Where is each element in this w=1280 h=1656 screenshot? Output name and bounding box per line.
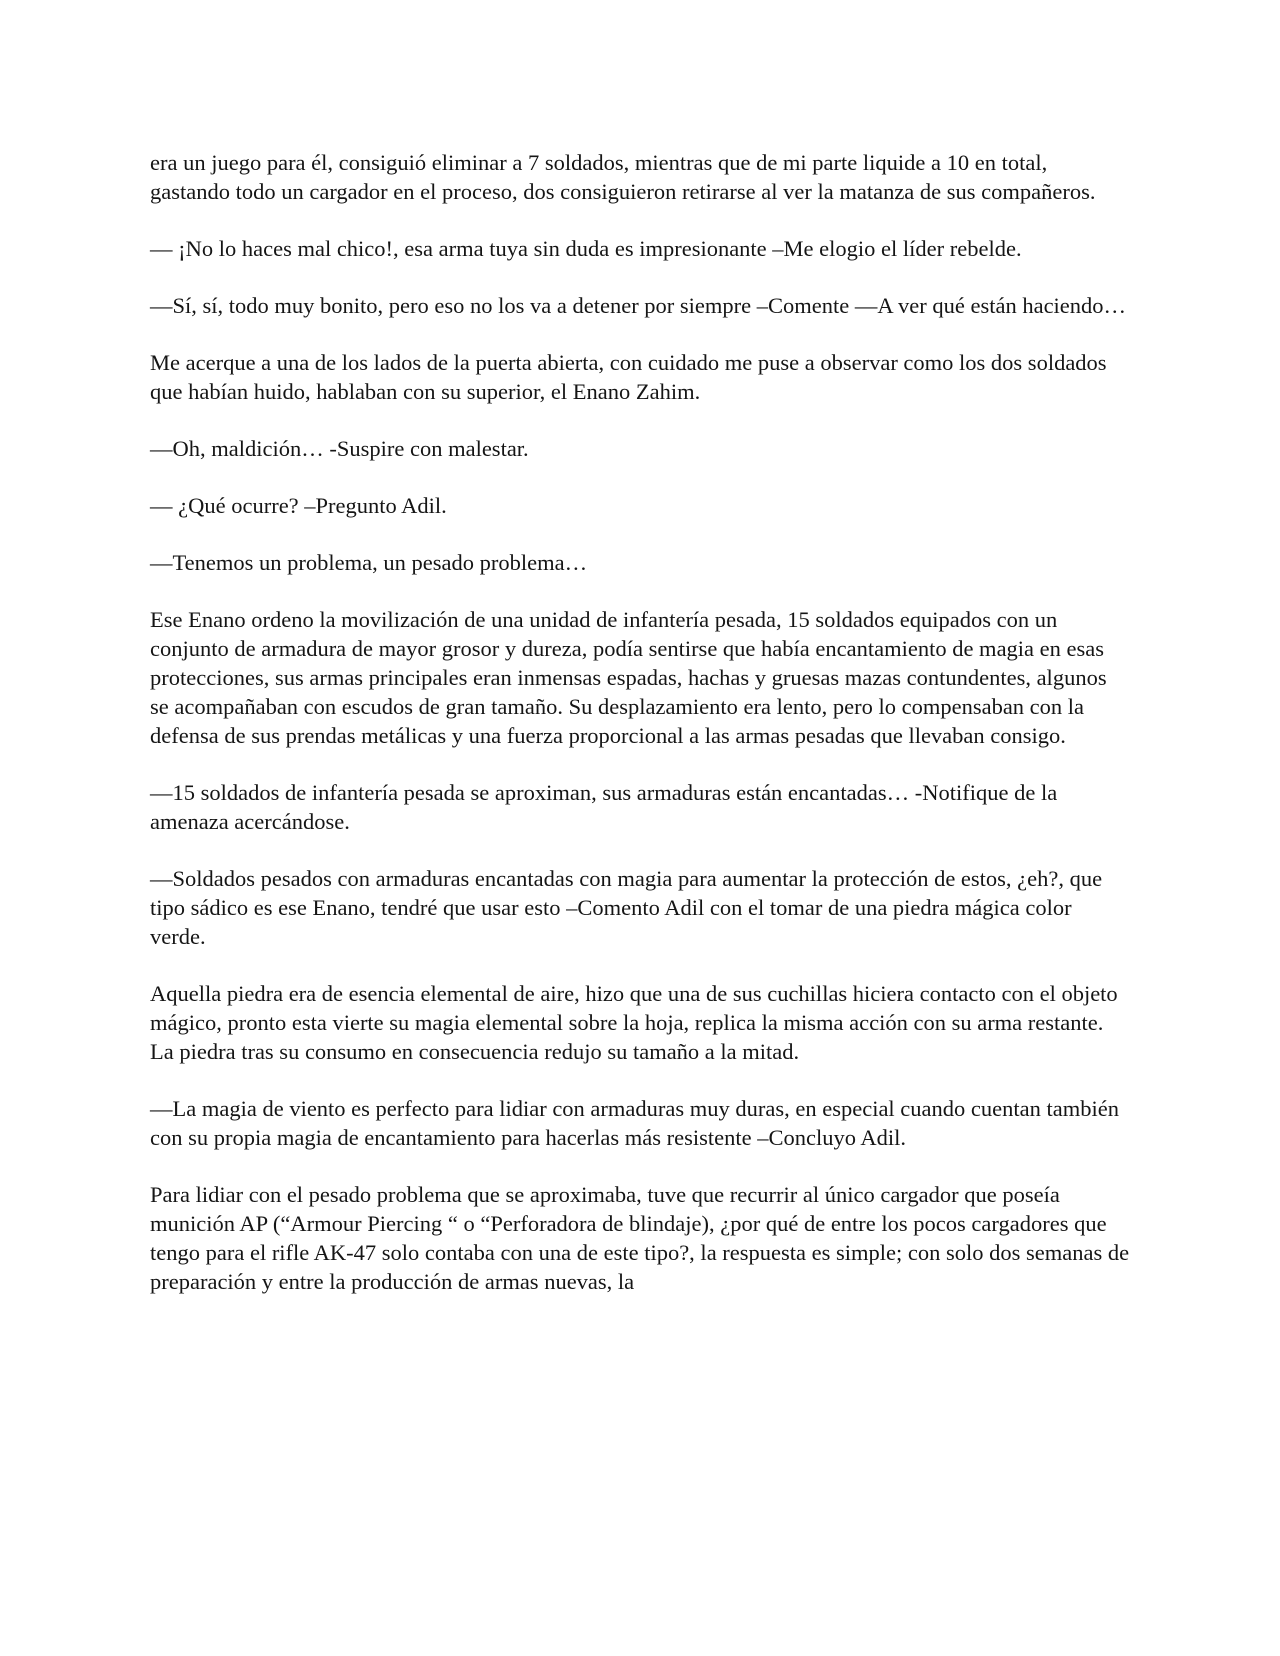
paragraph: — ¡No lo haces mal chico!, esa arma tuya sin duda es impresionante –Me elogio el líder rebelde. [150, 236, 1022, 261]
paragraph: —15 soldados de infantería pesada se aproximan, sus armaduras están encantadas… -Notifique de la amenaza acercándose. [150, 780, 1058, 834]
paragraph: era un juego para él, consiguió eliminar a 7 soldados, mientras que de mi parte liquide a 10 en total, gastando todo un cargador en el proceso, dos consiguieron retirarse al ver la matanza de sus compañeros. [150, 150, 1096, 204]
paragraph: Ese Enano ordeno la movilización de una unidad de infantería pesada, 15 soldados equipados con un conjunto de armadura de mayor grosor y dureza, podía sentirse que había encantamiento de magia en esas protecciones, sus armas principales eran inmensas espadas, hachas y gruesas mazas contundentes, algunos se acompañaban con escudos de gran tamaño. Su desplazamiento era lento, pero lo compensaban con la defensa de sus prendas metálicas y una fuerza proporcional a las armas pesadas que llevaban consigo. [150, 607, 1107, 748]
paragraph: — ¿Qué ocurre? –Pregunto Adil. [150, 493, 447, 518]
document-page [150, 148, 1130, 1296]
paragraph: Para lidiar con el pesado problema que se aproximaba, tuve que recurrir al único cargador que poseía munición AP (“Armour Piercing “ o “Perforadora de blindaje), ¿por qué de entre los pocos cargadores que tengo para el rifle AK-47 solo contaba con una de este tipo?, la respuesta es simple; con solo dos semanas de preparación y entre la producción de armas nuevas, la [150, 1182, 1130, 1294]
paragraph: Aquella piedra era de esencia elemental de aire, hizo que una de sus cuchillas hiciera contacto con el objeto mágico, pronto esta vierte su magia elemental sobre la hoja, replica la misma acción con su arma restante. La piedra tras su consumo en consecuencia redujo su tamaño a la mitad. [150, 981, 1118, 1064]
paragraph: —Oh, maldición… -Suspire con malestar. [150, 436, 529, 461]
paragraph: —Sí, sí, todo muy bonito, pero eso no los va a detener por siempre –Comente —A ver qué están haciendo… [150, 293, 1127, 318]
paragraph: Me acerque a una de los lados de la puerta abierta, con cuidado me puse a observar como los dos soldados que habían huido, hablaban con su superior, el Enano Zahim. [150, 350, 1107, 404]
paragraph: —Soldados pesados con armaduras encantadas con magia para aumentar la protección de estos, ¿eh?, que tipo sádico es ese Enano, tendré que usar esto –Comento Adil con el tomar de una piedra mágica color verde. [150, 866, 1103, 949]
paragraph: —Tenemos un problema, un pesado problema… [150, 550, 588, 575]
paragraph: —La magia de viento es perfecto para lidiar con armaduras muy duras, en especial cuando cuentan también con su propia magia de encantamiento para hacerlas más resistente –Concluyo Adil. [150, 1096, 1119, 1150]
